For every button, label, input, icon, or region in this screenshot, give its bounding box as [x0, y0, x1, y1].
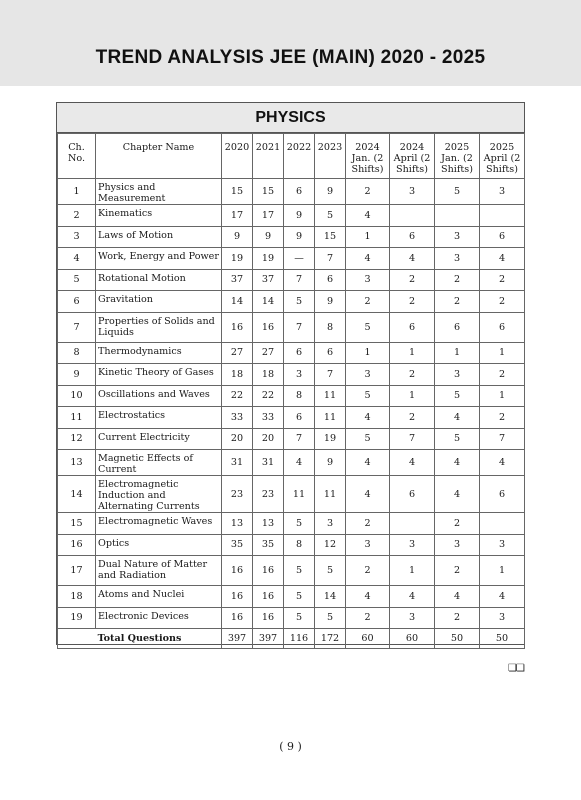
question-count-cell: 4 [390, 586, 435, 608]
question-count-cell: 6 [480, 226, 525, 248]
question-count-cell: — [284, 248, 315, 270]
question-count-cell: 3 [480, 607, 525, 629]
question-count-cell [435, 205, 480, 227]
chapter-number: 3 [58, 226, 96, 248]
column-header: 2025 Jan. (2 Shifts) [435, 134, 480, 179]
question-count-cell: 22 [222, 385, 253, 407]
question-count-cell: 13 [253, 513, 284, 535]
total-cell: 50 [480, 629, 525, 649]
table-row [58, 342, 525, 364]
question-count-cell: 16 [253, 607, 284, 629]
question-count-cell: 2 [435, 291, 480, 313]
question-count-cell: 4 [435, 586, 480, 608]
column-header: 2020 [222, 134, 253, 179]
chapter-name: Electromagnetic Waves [96, 513, 222, 535]
question-count-cell: 4 [346, 586, 390, 608]
chapter-name: Atoms and Nuclei [96, 586, 222, 608]
question-count-cell: 5 [284, 556, 315, 586]
question-count-cell: 2 [390, 269, 435, 291]
question-count-cell: 2 [346, 556, 390, 586]
question-count-cell: 16 [253, 586, 284, 608]
column-header: 2021 [253, 134, 284, 179]
question-count-cell: 1 [480, 385, 525, 407]
chapter-name: Magnetic Effects of Current [96, 450, 222, 476]
question-count-cell: 31 [222, 450, 253, 476]
question-count-cell: 8 [284, 534, 315, 556]
question-count-cell: 4 [346, 407, 390, 429]
question-count-cell: 1 [390, 342, 435, 364]
table-row [58, 476, 525, 513]
question-count-cell: 2 [346, 291, 390, 313]
chapter-name: Gravitation [96, 291, 222, 313]
question-count-cell: 15 [315, 226, 346, 248]
chapter-number: 7 [58, 312, 96, 342]
header-band [0, 0, 581, 86]
chapter-name: Kinetic Theory of Gases [96, 364, 222, 386]
question-count-cell: 2 [346, 513, 390, 535]
question-count-cell: 19 [222, 248, 253, 270]
total-label: Total Questions [58, 629, 222, 649]
question-count-cell: 14 [222, 291, 253, 313]
question-count-cell: 15 [253, 179, 284, 205]
chapter-number: 14 [58, 476, 96, 513]
question-count-cell: 8 [284, 385, 315, 407]
question-count-cell: 4 [480, 248, 525, 270]
question-count-cell: 3 [315, 513, 346, 535]
question-count-cell: 6 [480, 476, 525, 513]
chapter-name: Work, Energy and Power [96, 248, 222, 270]
table-body [58, 179, 525, 649]
question-count-cell: 4 [284, 450, 315, 476]
chapter-name: Current Electricity [96, 428, 222, 450]
question-count-cell: 11 [315, 476, 346, 513]
question-count-cell [390, 205, 435, 227]
table-row [58, 607, 525, 629]
question-count-cell: 14 [253, 291, 284, 313]
chapter-name: Thermodynamics [96, 342, 222, 364]
table-row [58, 364, 525, 386]
chapter-number: 17 [58, 556, 96, 586]
question-count-cell: 3 [480, 534, 525, 556]
question-count-cell: 18 [222, 364, 253, 386]
table-row [58, 269, 525, 291]
question-count-cell: 9 [284, 226, 315, 248]
question-count-cell: 4 [480, 450, 525, 476]
question-count-cell: 16 [222, 607, 253, 629]
question-count-cell: 16 [222, 586, 253, 608]
column-header: 2025 April (2 Shifts) [480, 134, 525, 179]
question-count-cell: 1 [480, 556, 525, 586]
question-count-cell: 2 [435, 269, 480, 291]
chapter-number: 1 [58, 179, 96, 205]
chapter-number: 6 [58, 291, 96, 313]
chapter-number: 11 [58, 407, 96, 429]
question-count-cell: 27 [222, 342, 253, 364]
question-count-cell: 2 [480, 407, 525, 429]
question-count-cell: 12 [315, 534, 346, 556]
question-count-cell: 17 [222, 205, 253, 227]
question-count-cell: 6 [284, 179, 315, 205]
question-count-cell: 6 [284, 407, 315, 429]
question-count-cell: 37 [222, 269, 253, 291]
question-count-cell: 3 [346, 534, 390, 556]
question-count-cell: 9 [253, 226, 284, 248]
question-count-cell: 5 [315, 556, 346, 586]
column-header: Ch. No. [58, 134, 96, 179]
table-row [58, 513, 525, 535]
chapter-name: Properties of Solids and Liquids [96, 312, 222, 342]
question-count-cell: 1 [346, 342, 390, 364]
question-count-cell: 5 [284, 291, 315, 313]
question-count-cell: 9 [315, 179, 346, 205]
section-title: PHYSICS [255, 109, 326, 126]
question-count-cell: 20 [253, 428, 284, 450]
column-header: 2022 [284, 134, 315, 179]
question-count-cell: 6 [390, 312, 435, 342]
chapter-name: Dual Nature of Matter and Radiation [96, 556, 222, 586]
chapter-number: 2 [58, 205, 96, 227]
chapter-number: 13 [58, 450, 96, 476]
chapter-number: 4 [58, 248, 96, 270]
chapter-number: 15 [58, 513, 96, 535]
question-count-cell: 22 [253, 385, 284, 407]
question-count-cell: 9 [222, 226, 253, 248]
question-count-cell: 6 [315, 342, 346, 364]
question-count-cell: 2 [480, 364, 525, 386]
question-count-cell: 2 [435, 556, 480, 586]
question-count-cell: 4 [346, 450, 390, 476]
chapter-number: 9 [58, 364, 96, 386]
chapter-name: Kinematics [96, 205, 222, 227]
question-count-cell: 33 [222, 407, 253, 429]
question-count-cell: 37 [253, 269, 284, 291]
question-count-cell: 6 [284, 342, 315, 364]
question-count-cell: 33 [253, 407, 284, 429]
question-count-cell: 17 [253, 205, 284, 227]
column-header: Chapter Name [96, 134, 222, 179]
chapter-name: Optics [96, 534, 222, 556]
chapter-number: 19 [58, 607, 96, 629]
question-count-cell: 6 [315, 269, 346, 291]
question-count-cell: 7 [284, 269, 315, 291]
table-row [58, 556, 525, 586]
question-count-cell [480, 205, 525, 227]
question-count-cell: 4 [435, 407, 480, 429]
question-count-cell: 35 [253, 534, 284, 556]
total-cell: 60 [346, 629, 390, 649]
question-count-cell: 1 [346, 226, 390, 248]
question-count-cell: 15 [222, 179, 253, 205]
chapter-number: 12 [58, 428, 96, 450]
chapter-name: Rotational Motion [96, 269, 222, 291]
table-row [58, 312, 525, 342]
question-count-cell: 1 [480, 342, 525, 364]
question-count-cell: 3 [435, 248, 480, 270]
chapter-number: 10 [58, 385, 96, 407]
question-count-cell: 2 [346, 607, 390, 629]
table-row [58, 226, 525, 248]
question-count-cell: 3 [346, 269, 390, 291]
question-count-cell: 3 [390, 179, 435, 205]
column-header: 2023 [315, 134, 346, 179]
question-count-cell: 7 [315, 364, 346, 386]
question-count-cell: 23 [253, 476, 284, 513]
question-count-cell: 4 [346, 248, 390, 270]
question-count-cell: 31 [253, 450, 284, 476]
table-row [58, 407, 525, 429]
question-count-cell [390, 513, 435, 535]
question-count-cell: 1 [435, 342, 480, 364]
chapter-name: Physics and Measurement [96, 179, 222, 205]
question-count-cell: 5 [435, 179, 480, 205]
total-row [58, 629, 525, 649]
chapter-name: Laws of Motion [96, 226, 222, 248]
column-header: 2024 April (2 Shifts) [390, 134, 435, 179]
question-count-cell: 7 [390, 428, 435, 450]
question-count-cell: 5 [284, 586, 315, 608]
question-count-cell: 4 [390, 450, 435, 476]
page-title: TREND ANALYSIS JEE (MAIN) 2020 - 2025 [95, 47, 486, 68]
question-count-cell: 2 [480, 269, 525, 291]
question-count-cell: 5 [315, 205, 346, 227]
question-count-cell: 23 [222, 476, 253, 513]
question-count-cell: 3 [435, 364, 480, 386]
chapter-name: Electromagnetic Induction and Alternating Currents [96, 476, 222, 513]
page-number: ( 9 ) [279, 740, 302, 753]
question-count-cell: 3 [346, 364, 390, 386]
question-count-cell: 27 [253, 342, 284, 364]
question-count-cell: 1 [390, 385, 435, 407]
question-count-cell: 5 [315, 607, 346, 629]
trend-table [57, 133, 525, 649]
table-row [58, 534, 525, 556]
question-count-cell: 6 [390, 226, 435, 248]
question-count-cell: 8 [315, 312, 346, 342]
chapter-number: 8 [58, 342, 96, 364]
question-count-cell: 3 [480, 179, 525, 205]
total-cell: 172 [315, 629, 346, 649]
question-count-cell: 3 [390, 607, 435, 629]
question-count-cell: 2 [390, 407, 435, 429]
header-row [58, 134, 525, 179]
question-count-cell: 5 [346, 385, 390, 407]
question-count-cell: 19 [315, 428, 346, 450]
question-count-cell: 7 [284, 312, 315, 342]
question-count-cell: 4 [346, 476, 390, 513]
question-count-cell: 3 [390, 534, 435, 556]
question-count-cell: 4 [435, 450, 480, 476]
table-row [58, 248, 525, 270]
physics-table-frame [56, 102, 525, 645]
chapter-number: 5 [58, 269, 96, 291]
table-row [58, 179, 525, 205]
question-count-cell: 20 [222, 428, 253, 450]
chapter-name: Electrostatics [96, 407, 222, 429]
question-count-cell: 9 [284, 205, 315, 227]
question-count-cell: 14 [315, 586, 346, 608]
question-count-cell: 18 [253, 364, 284, 386]
table-row [58, 291, 525, 313]
question-count-cell: 9 [315, 450, 346, 476]
question-count-cell: 2 [390, 364, 435, 386]
table-row [58, 205, 525, 227]
table-row [58, 428, 525, 450]
question-count-cell: 16 [222, 312, 253, 342]
question-count-cell: 1 [390, 556, 435, 586]
question-count-cell: 5 [435, 428, 480, 450]
question-count-cell: 16 [253, 312, 284, 342]
question-count-cell: 19 [253, 248, 284, 270]
question-count-cell: 16 [253, 556, 284, 586]
total-cell: 116 [284, 629, 315, 649]
question-count-cell: 13 [222, 513, 253, 535]
question-count-cell: 5 [346, 428, 390, 450]
table-row [58, 385, 525, 407]
question-count-cell: 3 [284, 364, 315, 386]
question-count-cell: 6 [435, 312, 480, 342]
chapter-number: 18 [58, 586, 96, 608]
table-row [58, 586, 525, 608]
total-cell: 397 [253, 629, 284, 649]
question-count-cell: 6 [480, 312, 525, 342]
column-header: 2024 Jan. (2 Shifts) [346, 134, 390, 179]
total-cell: 50 [435, 629, 480, 649]
question-count-cell: 2 [435, 513, 480, 535]
question-count-cell: 11 [315, 385, 346, 407]
question-count-cell: 6 [390, 476, 435, 513]
question-count-cell: 11 [284, 476, 315, 513]
total-cell: 60 [390, 629, 435, 649]
question-count-cell: 3 [435, 534, 480, 556]
chapter-name: Electronic Devices [96, 607, 222, 629]
question-count-cell: 9 [315, 291, 346, 313]
end-ornament: ❏❏ [508, 663, 524, 674]
question-count-cell: 7 [284, 428, 315, 450]
question-count-cell [480, 513, 525, 535]
question-count-cell: 2 [390, 291, 435, 313]
question-count-cell: 4 [346, 205, 390, 227]
total-cell: 397 [222, 629, 253, 649]
section-header [57, 103, 524, 133]
question-count-cell: 5 [284, 513, 315, 535]
question-count-cell: 3 [435, 226, 480, 248]
question-count-cell: 7 [315, 248, 346, 270]
question-count-cell: 4 [390, 248, 435, 270]
question-count-cell: 5 [284, 607, 315, 629]
question-count-cell: 2 [480, 291, 525, 313]
question-count-cell: 2 [435, 607, 480, 629]
table-row [58, 450, 525, 476]
question-count-cell: 11 [315, 407, 346, 429]
question-count-cell: 4 [480, 586, 525, 608]
question-count-cell: 7 [480, 428, 525, 450]
question-count-cell: 2 [346, 179, 390, 205]
question-count-cell: 16 [222, 556, 253, 586]
question-count-cell: 5 [346, 312, 390, 342]
question-count-cell: 4 [435, 476, 480, 513]
question-count-cell: 5 [435, 385, 480, 407]
question-count-cell: 35 [222, 534, 253, 556]
chapter-number: 16 [58, 534, 96, 556]
chapter-name: Oscillations and Waves [96, 385, 222, 407]
